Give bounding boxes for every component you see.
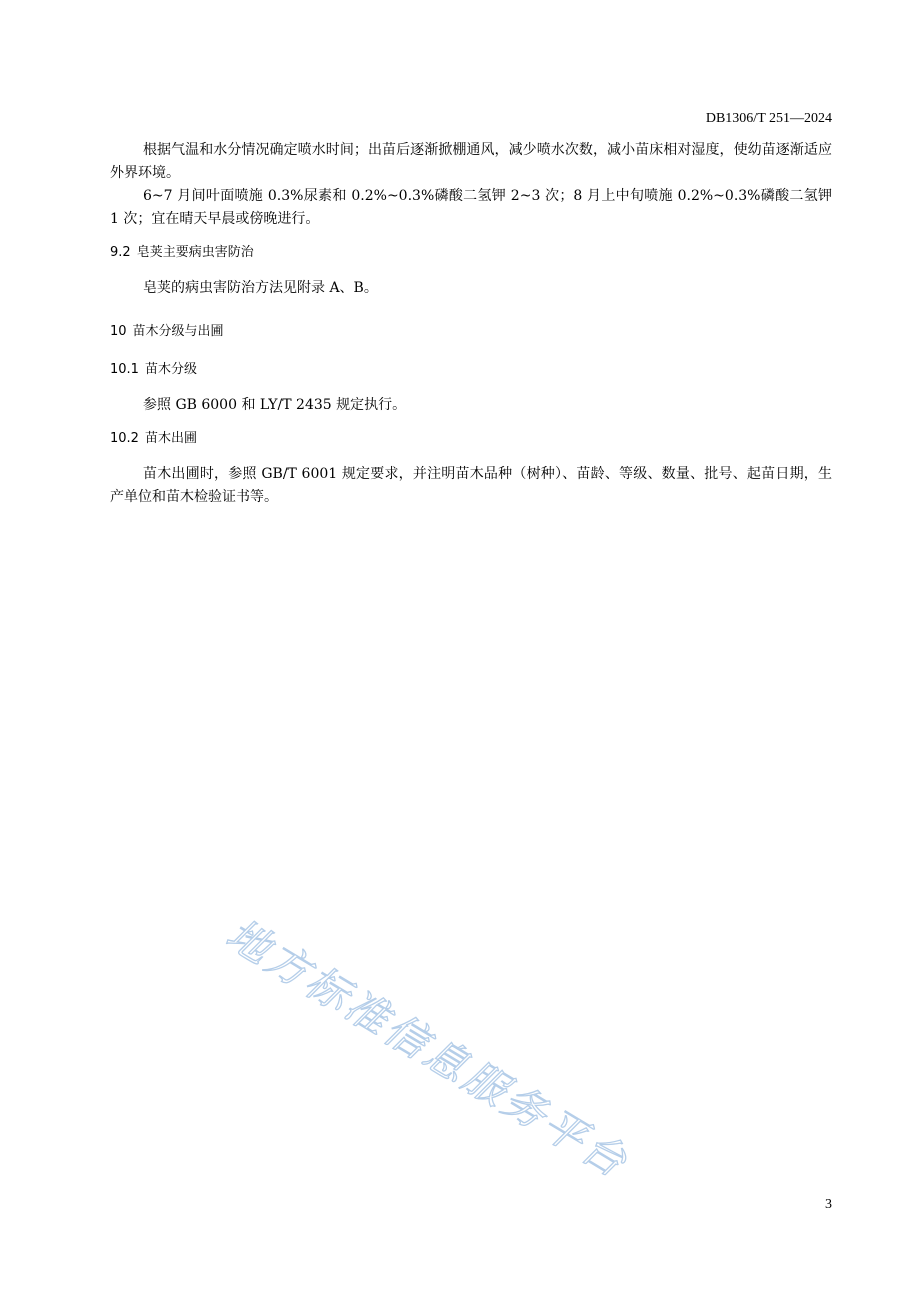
paragraph-pest-control: 皂荚的病虫害防治方法见附录 A、B。	[143, 280, 378, 296]
heading-9-2	[110, 243, 832, 263]
watermark: 地方标准信息服务平台	[218, 909, 638, 1189]
paragraph-watering: 根据气温和水分情况确定喷水时间；出苗后逐渐掀棚通风，减少喷水次数，减小苗床相对湿度，使幼苗逐渐适应外界环境。	[110, 142, 832, 181]
heading-title: 苗木分级与出圃	[132, 324, 224, 339]
heading-10	[110, 322, 832, 342]
heading-title: 皂荚主要病虫害防治	[136, 245, 254, 260]
document-code: DB1306/T 251—2024	[705, 111, 832, 126]
page-content	[110, 139, 832, 509]
heading-number: 10	[110, 324, 127, 339]
heading-number: 10.2	[110, 431, 139, 446]
paragraph-seedling-outplanting: 苗木出圃时，参照 GB/T 6001 规定要求，并注明苗木品种（树种）、苗龄、等级、数量、批号、起苗日期，生产单位和苗木检验证书等。	[110, 466, 832, 505]
heading-title: 苗木出圃	[144, 431, 197, 446]
page-number: 3	[825, 1197, 832, 1212]
heading-10-2	[110, 429, 832, 449]
heading-number: 9.2	[110, 245, 131, 260]
paragraph-foliar-spray: 6~7 月间叶面喷施 0.3%尿素和 0.2%~0.3%磷酸二氢钾 2~3 次；8 月上中旬喷施 0.2%~0.3%磷酸二氢钾 1 次；宜在晴天早晨或傍晚进行。	[110, 188, 832, 227]
heading-10-1	[110, 360, 832, 380]
heading-title: 苗木分级	[144, 362, 197, 377]
heading-number: 10.1	[110, 362, 139, 377]
paragraph-seedling-grading: 参照 GB 6000 和 LY/T 2435 规定执行。	[143, 397, 407, 413]
